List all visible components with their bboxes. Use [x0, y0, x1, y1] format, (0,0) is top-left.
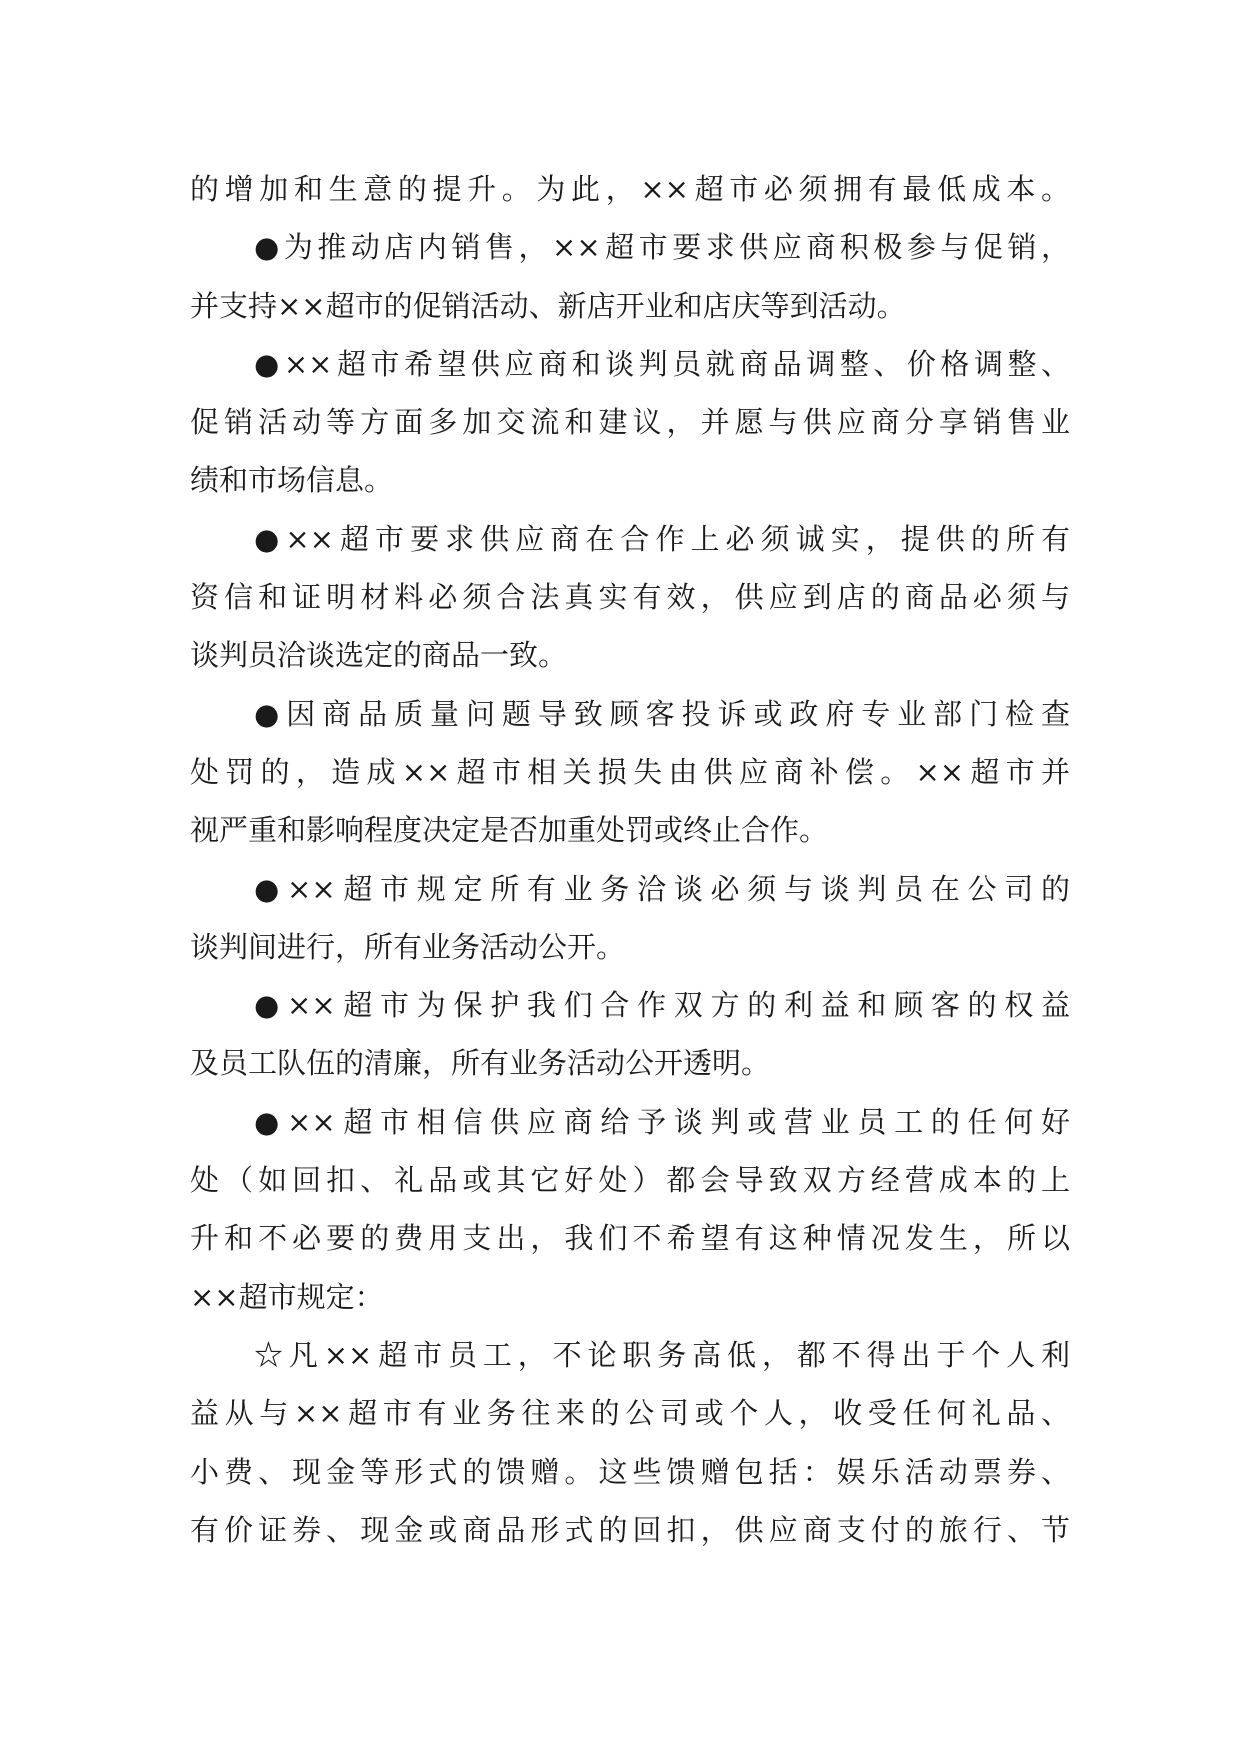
text-line: 视严重和影响程度决定是否加重处罚或终止合作。: [190, 813, 829, 848]
text-line: ●××超市为保护我们合作双方的利益和顾客的权益: [254, 988, 1070, 1023]
text-line: 有价证券、现金或商品形式的回扣，供应商支付的旅行、节: [190, 1512, 1070, 1547]
document-body: [190, 160, 1070, 1559]
text-line: 并支持××超市的促销活动、新店开业和店庆等到活动。: [190, 288, 906, 323]
text-line: 的增加和生意的提升。为此，××超市必须拥有最低成本。: [190, 172, 1070, 206]
text-line: 及员工队伍的清廉，所有业务活动公开透明。: [190, 1046, 771, 1081]
text-line: 促销活动等方面多加交流和建议，并愿与供应商分享销售业: [190, 405, 1070, 440]
text-line: 升和不必要的费用支出，我们不希望有这种情况发生，所以: [190, 1221, 1070, 1256]
text-line: ●××超市相信供应商给予谈判或营业员工的任何好: [254, 1104, 1070, 1139]
text-line: ●××超市希望供应商和谈判员就商品调整、价格调整、: [254, 346, 1070, 381]
text-line: 谈判间进行，所有业务活动公开。: [190, 929, 626, 964]
text-line: ☆凡××超市员工，不论职务高低，都不得出于个人利: [254, 1337, 1070, 1372]
text-line: 绩和市场信息。: [190, 463, 394, 498]
text-line: 小费、现金等形式的馈赠。这些馈赠包括：娱乐活动票券、: [190, 1454, 1070, 1489]
text-line: 处罚的，造成××超市相关损失由供应商补偿。××超市并: [190, 754, 1070, 789]
text-line: ●因商品质量问题导致顾客投诉或政府专业部门检查: [254, 696, 1070, 731]
text-line: 处（如回扣、礼品或其它好处）都会导致双方经营成本的上: [190, 1163, 1070, 1198]
text-line: ●××超市要求供应商在合作上必须诚实，提供的所有: [254, 521, 1070, 556]
text-line: ●××超市规定所有业务洽谈必须与谈判员在公司的: [254, 871, 1070, 906]
text-line: 资信和证明材料必须合法真实有效，供应到店的商品必须与: [190, 580, 1070, 615]
text-line: ××超市规定：: [190, 1279, 384, 1314]
text-line: 谈判员洽谈选定的商品一致。: [190, 638, 568, 673]
text-line: 益从与××超市有业务往来的公司或个人，收受任何礼品、: [190, 1396, 1070, 1431]
text-line: ●为推动店内销售，××超市要求供应商积极参与促销，: [254, 230, 1070, 265]
